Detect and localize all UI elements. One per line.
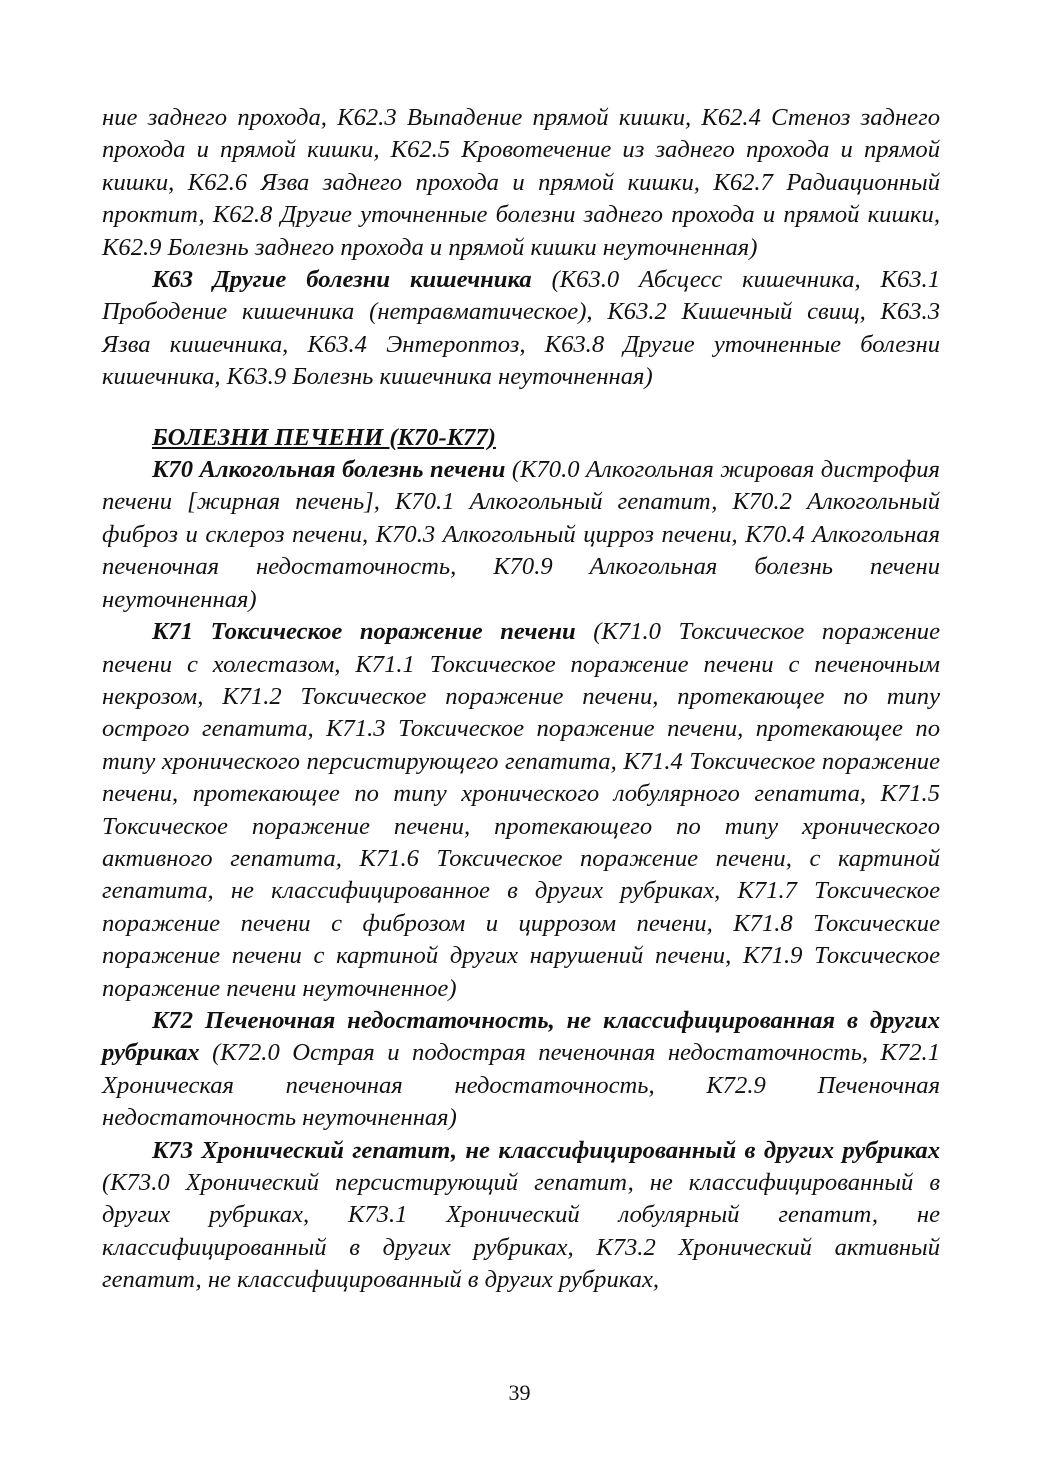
paragraph-text: (K72.0 Острая и подострая печеночная недостаточность, K72.1 Хроническая печеночная недостаточность, K72.9 Печеночная недостаточность неуточненная) (102, 1039, 940, 1132)
paragraph-k73 (102, 1135, 940, 1297)
paragraph-text: (K63.0 Абсцесс кишечника, K63.1 Прободение кишечника (нетравматическое), K63.2 Кишечный свищ, K63.3 Язва кишечника, K63.4 Энтероптоз, K63.8 Другие уточненные болезни кишечника, K63.9 Болезнь кишечника неуточненная) (102, 266, 941, 391)
section-heading: БОЛЕЗНИ ПЕЧЕНИ (K70-K77) (152, 423, 496, 451)
term-k72: K72 Печеночная недостаточность, не классифицированная в других рубриках (102, 1006, 940, 1067)
paragraph-text: ние заднего прохода, K62.3 Выпадение прямой кишки, K62.4 Стеноз заднего прохода и прямой кишки, K62.5 Кровотечение из заднего прохода и прямой кишки, K62.6 Язва заднего прохода и прямой кишки, K62.7 Радиационный проктит, K62.8 Другие уточненные болезни заднего прохода и прямой кишки, K62.9 Болезнь заднего прохода и прямой кишки неуточненная) (102, 104, 940, 261)
paragraph-text: (K70.0 Алкогольная жировая дистрофия печени [жирная печень], K70.1 Алкогольный гепатит, K70.2 Алкогольный фиброз и склероз печени, K70.3 Алкогольный цирроз печени, K70.4 Алкогольная печеночная недостаточность, K70.9 Алкогольная болезнь печени неуточненная) (102, 456, 940, 613)
term-k73: K73 Хронический гепатит, не классифицированный в других рубриках (152, 1136, 940, 1164)
paragraph-k62-continuation (102, 102, 940, 264)
document-page (102, 102, 940, 1297)
paragraph-k63 (102, 264, 940, 394)
term-k70: K70 Алкогольная болезнь печени (152, 456, 506, 484)
term-k63: K63 Другие болезни кишечника (152, 266, 532, 294)
page-number: 39 (508, 1380, 531, 1405)
paragraph-text: (K71.0 Токсическое поражение печени с холестазом, K71.1 Токсическое поражение печени с печеночным некрозом, K71.2 Токсическое поражение печени, протекающее по типу острого гепатита, K71.3 Токсическое поражение печени, протекающее по типу хронического персистирующего гепатита, K71.4 Токсическое поражение печени, протекающее по типу хронического лобулярного гепатита, K71.5 Токсическое поражение печени, протекающего по типу хронического активного гепатита, K71.6 Токсическое поражение печени, с картиной гепатита, не классифицированное в других рубриках, K71.7 Токсическое поражение печени с фиброзом и циррозом печени, K71.8 Токсические поражение печени с картиной других нарушений печени, K71.9 Токсическое поражение печени неуточненное) (102, 618, 940, 1002)
term-k71: K71 Токсическое поражение печени (152, 618, 576, 646)
paragraph-text: (K73.0 Хронический персистирующий гепатит, не классифицированный в других рубриках, K73.1 Хронический лобулярный гепатит, не классифицированный в других рубриках, K73.2 Хронический активный гепатит, не классифицированный в других рубриках, (102, 1169, 940, 1294)
paragraph-k71 (102, 616, 940, 1005)
paragraph-k72 (102, 1005, 940, 1135)
paragraph-k70 (102, 454, 940, 616)
